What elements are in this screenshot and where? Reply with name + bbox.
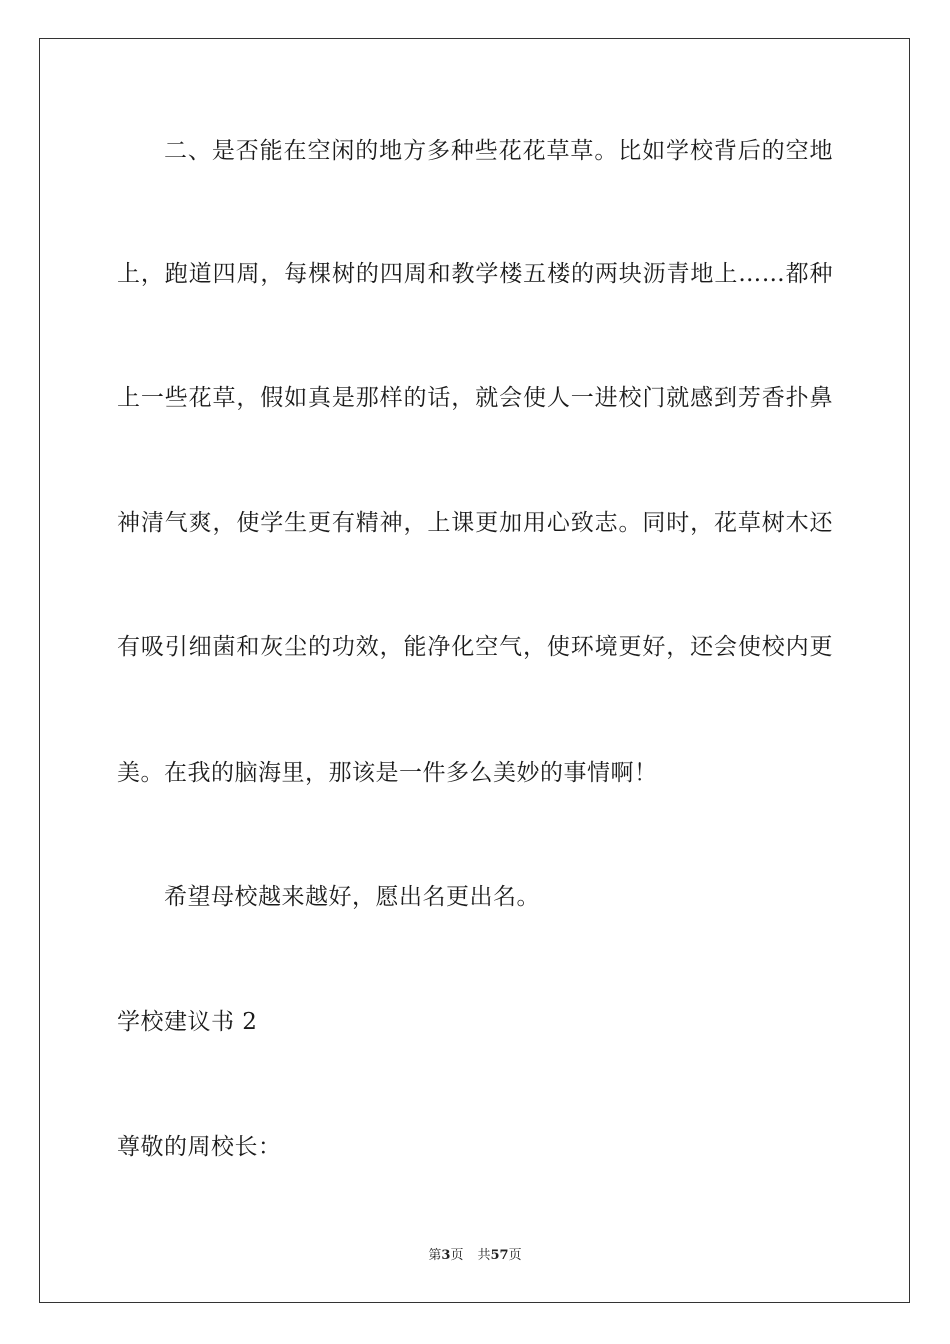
page-footer [0,1247,950,1265]
paragraph-line: 上一些花草，假如真是那样的话，就会使人一进校门就感到芳香扑鼻 [117,385,833,411]
paragraph-line: 二、是否能在空闲的地方多种些花花草草。比如学校背后的空地 [164,138,833,164]
section-heading: 学校建议书 2 [117,1009,258,1035]
page-border [39,38,910,1303]
salutation: 尊敬的周校长： [117,1134,282,1160]
paragraph-line: 希望母校越来越好，愿出名更出名。 [164,884,540,910]
total-pages: 57 [490,1248,509,1263]
page-label-suffix: 页 [450,1248,464,1263]
paragraph-line: 美。在我的脑海里，那该是一件多么美妙的事情啊！ [117,760,658,786]
page-label-prefix: 第 [428,1248,442,1263]
total-label-suffix: 页 [508,1248,522,1263]
paragraph-line: 有吸引细菌和灰尘的功效，能净化空气，使环境更好，还会使校内更 [117,634,833,660]
total-label-prefix: 共 [477,1248,491,1263]
paragraph-line: 上，跑道四周，每棵树的四周和教学楼五楼的两块沥青地上……都种 [117,261,833,287]
page-number: 3 [441,1248,451,1263]
paragraph-line: 神清气爽，使学生更有精神，上课更加用心致志。同时，花草树木还 [117,510,833,536]
